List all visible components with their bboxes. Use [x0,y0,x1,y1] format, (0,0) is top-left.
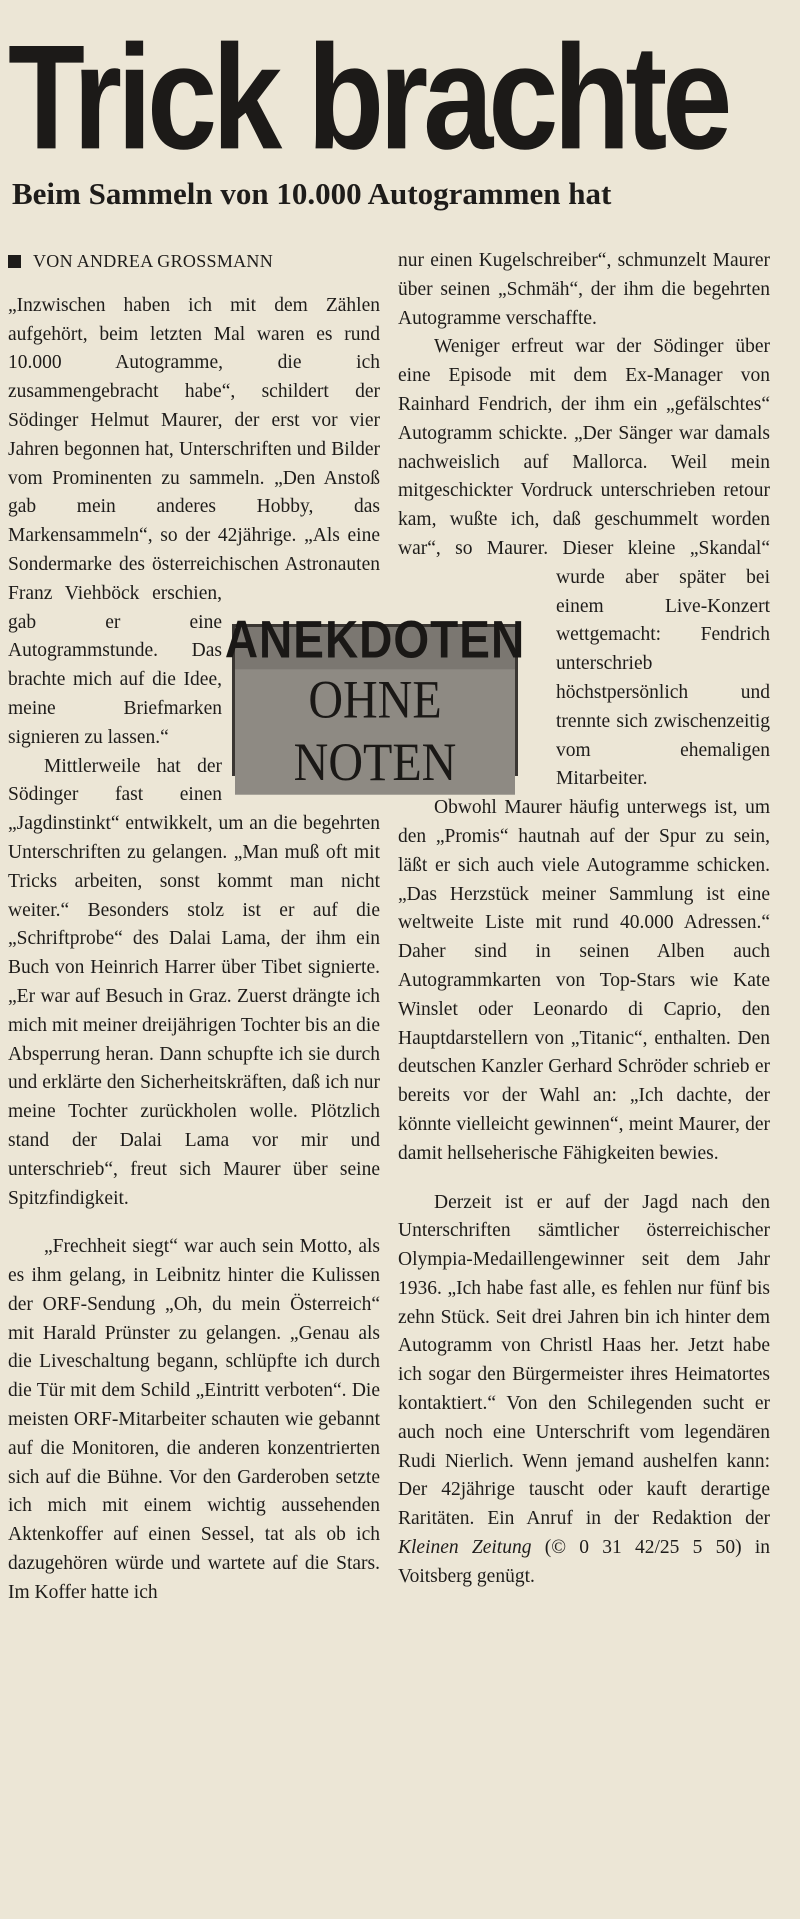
box-subtitle: OHNE NOTEN [235,669,515,794]
newspaper-name: Kleinen Zeitung [398,1537,532,1559]
byline [8,247,380,276]
right-column [398,247,770,1897]
paragraph-text: Derzeit ist er auf der Jagd nach den Unterschriften sämtlicher österreichischer Olympia-Medaillengewinner seit dem Jahr 1936. „Ich habe fast alle, es fehlen nur fünf bis zehn Stück. Seit drei Jahren bin ich hinter dem Autogramm von Christl Haas her. Jetzt habe ich sogar den Bürgermeister ihres Heimatortes kontaktiert.“ Von den Schilegenden sucht er auch noch eine Unterschrift vom legendären Rudi Nierlich. Wenn jemand aushelfen kann: Der 42jährige tauscht oder kauft derartige Raritäten. Ein Anruf in der Redaktion der [398,1191,770,1530]
paragraph-text: (© 0 31 42/25 5 50) in Voitsberg genügt. [398,1537,771,1587]
article-paragraph [398,333,770,794]
article-paragraph: Obwohl Maurer häufig unterwegs ist, um den „Promis“ hautnah auf der Spur zu sein, läßt er sich auch viele Autogramme schicken. „Das Herzstück meiner Sammlung ist eine weltweite Liste mit rund 40.000 Adressen.“ Daher sind in seinen Alben auch Autogrammkarten von Top-Stars wie Kate Winslet oder Leonardo di Caprio, den Hauptdarstellern von „Titanic“, enthalten. Den deutschen Kanzler Gerhard Schröder schrieb er bereits vor der Wahl an: „Ich dachte, der könnte vielleicht gewinnen“, meint Maurer, der damit hellseherische Fähigkeiten bewies. [398,797,770,1164]
article-paragraph: Mittlerweile hat der Södinger fast einen „Jagdinstinkt“ entwikkelt, um an die begehrten Unterschriften zu gelangen. „Man muß oft mit Tricks arbeiten, sonst kommt man nicht weiter.“ Besonders stolz ist er auf die „Schriftprobe“ des Dalai Lama, der ihm ein Buch von Heinrich Harrer über Tibet signierte. „Er war auf Besuch in Graz. Zuerst drängte ich mich mit meiner dreijährigen Tochter bis an die Absperrung heran. Dann schupfte ich sie durch und erklärte den Sicherheitskräften, daß ich nur meine Tochter zurückholen wolle. Plötzlich stand der Dalai Lama vor mir und unterschrieb“, freut sich Maurer über seine Spitzfindigkeit. [8,755,380,1209]
paragraph-text: einem Live-Konzert wettgemacht: Fendrich unterschrieb höchstpersönlich und trennte sich zwischenzeitig vom ehemaligen Mitarbeiter. [556,595,770,790]
article-paragraph [398,1189,770,1592]
box-title: ANEKDOTEN [224,608,526,669]
subheadline: Beim Sammeln von 10.000 Autogrammen hat [12,176,612,211]
paragraph-text: „Inzwischen haben ich mit dem Zählen aufgehört, beim letzten Mal waren es rund 10.000 Autogramme, die ich zusammengebracht habe“, schildert der Södinger Helmut Maurer, der erst vor vier Jahren begonnen hat, Unterschriften und Bilder vom Prominenten zu sammeln. „Den Anstoß gab mein anderes Hobby, das Markensammeln“, so der 42jährige. „Als eine Sondermarke des österreichischen Astronauten Franz Viehböck erschien, [8,294,380,604]
paragraph-text: Weniger erfreut war der Södinger über eine Episode mit dem Ex-Manager von Rainhard Fendrich, der ihm ein „gefälschtes“ Autogramm schickte. „Der Sänger war damals nachweislich auf Mallorca. Weil mein mitgeschickter Vordruck unterschrieben retour kam, wußte ich, daß geschummelt worden war“, so Maurer. Dieser kleine „Skandal“ wurde aber später bei [398,336,770,588]
article-paragraph: nur einen Kugelschreiber“, schmunzelt Maurer über seinen „Schmäh“, der ihm die begehrten Autogramme verschaffte. [398,250,770,329]
byline-text: VON ANDREA GROSSMANN [33,251,274,271]
paragraph-text: gab er eine Autogrammstunde. Das brachte mich auf die Idee, meine Briefmarken signieren zu lassen.“ [8,611,222,748]
headline: Trick brachte [8,13,728,181]
article-paragraph [8,292,526,793]
article-paragraph: „Frechheit siegt“ war auch sein Motto, als es ihm gelang, in Leibnitz hinter die Kulissen der ORF-Sendung „Oh, du mein Österreich“ mit Harald Prünster zu gelangen. „Genau als die Liveschaltung begann, schlüpfte ich durch die Tür mit dem Schild „Eintritt verboten“. Die meisten ORF-Mitarbeiter schauten wie gebannt auf die Monitoren, die anderen konzentrierten sich auf die Bühne. Vor den Garderoben setzte ich mich mit einem wichtig aussehenden Aktenkoffer auf einen Sessel, tat als ob ich dazugehören würde und wartete auf die Stars. Im Koffer hatte ich [8,1236,380,1603]
square-bullet-icon [8,255,21,268]
